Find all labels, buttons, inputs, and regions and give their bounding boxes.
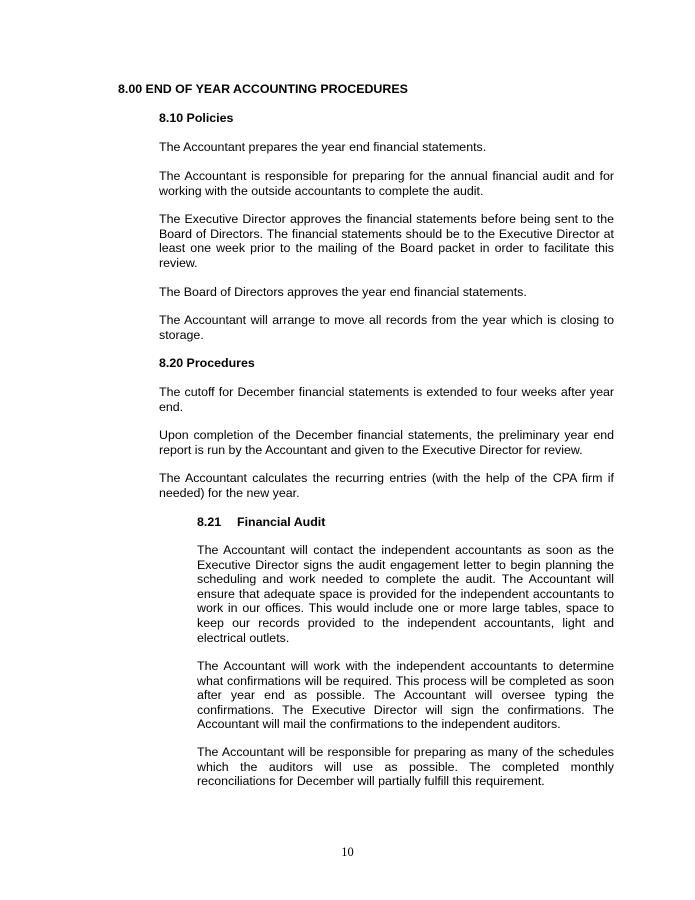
financial-audit-heading: [197, 515, 325, 530]
financial-audit-paragraph-2: The Accountant will work with the independent accountants to determine what confirmations will be required. This process will be completed as soon after year end as possible. The Accountant will oversee typing the confirmations. The Executive Director will sign the confirmations. The Accountant will mail the confirmations to the independent auditors.: [197, 659, 614, 732]
financial-audit-paragraph-1: The Accountant will contact the independent accountants as soon as the Executive Director signs the audit engagement letter to begin planning the scheduling and work needed to complete the audit. The Accountant will ensure that adequate space is provided for the independent accountants to work in our offices. This would include one or more large tables, space to keep our records provided to the independent accountants, light and electrical outlets.: [197, 543, 614, 645]
financial-audit-title: Financial Audit: [237, 515, 326, 529]
procedures-paragraph-1: The cutoff for December financial statements is extended to four weeks after year end.: [159, 385, 614, 414]
policies-paragraph-3: The Executive Director approves the financial statements before being sent to the Board of Directors. The financial statements should be to the Executive Director at least one week prior to the mailing of the Board packet in order to facilitate this review.: [159, 212, 614, 270]
policies-paragraph-4: The Board of Directors approves the year end financial statements.: [159, 285, 527, 299]
procedures-heading: 8.20 Procedures: [159, 356, 255, 370]
policies-paragraph-1: The Accountant prepares the year end financial statements.: [159, 140, 487, 154]
procedures-paragraph-2: Upon completion of the December financial statements, the preliminary year end report is run by the Accountant and given to the Executive Director for review.: [159, 428, 614, 457]
procedures-paragraph-3: The Accountant calculates the recurring entries (with the help of the CPA firm if needed) for the new year.: [159, 471, 614, 500]
page-number: 10: [341, 845, 354, 859]
section-heading: 8.00 END OF YEAR ACCOUNTING PROCEDURES: [118, 82, 408, 96]
policies-paragraph-5: The Accountant will arrange to move all records from the year which is closing to storage.: [159, 313, 614, 342]
financial-audit-paragraph-3: The Accountant will be responsible for preparing as many of the schedules which the auditors will use as possible. The completed monthly reconciliations for December will partially fulfill this requirement.: [197, 745, 614, 789]
policies-heading: 8.10 Policies: [159, 111, 234, 125]
financial-audit-number: 8.21: [197, 515, 222, 529]
policies-paragraph-2: The Accountant is responsible for preparing for the annual financial audit and for working with the outside accountants to complete the audit.: [159, 169, 614, 198]
